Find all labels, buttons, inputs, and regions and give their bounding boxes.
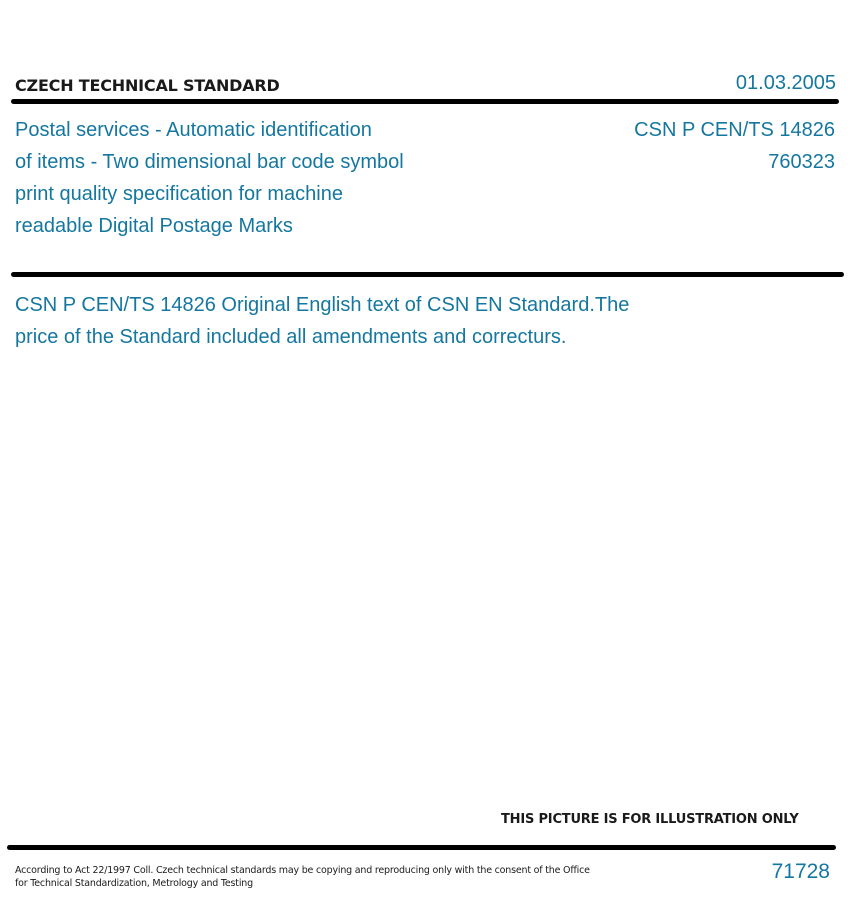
standard-title	[15, 114, 404, 242]
standard-codes	[634, 114, 835, 178]
standard-title-line: readable Digital Postage Marks	[15, 215, 293, 237]
copyright-notice-line: According to Act 22/1997 Coll. Czech technical standards may be copying and reproducing only with the consent of the Office	[15, 865, 590, 876]
document-type-heading: CZECH TECHNICAL STANDARD	[15, 76, 280, 95]
copyright-notice-line: for Technical Standardization, Metrology and Testing	[15, 878, 253, 889]
footer-divider	[7, 845, 836, 850]
section-divider	[11, 272, 844, 277]
standard-designation: CSN P CEN/TS 14826	[634, 119, 835, 141]
copyright-notice	[15, 864, 590, 890]
header-divider	[11, 99, 839, 104]
standard-description	[15, 289, 629, 353]
standard-title-line: print quality specification for machine	[15, 183, 343, 205]
standard-title-line: Postal services - Automatic identification	[15, 119, 372, 141]
classification-code: 760323	[768, 151, 835, 173]
illustration-disclaimer: THIS PICTURE IS FOR ILLUSTRATION ONLY	[501, 812, 799, 827]
catalog-number: 71728	[771, 860, 830, 883]
description-line: price of the Standard included all amendments and correcturs.	[15, 326, 567, 348]
standard-title-line: of items - Two dimensional bar code symbol	[15, 151, 404, 173]
description-line: CSN P CEN/TS 14826 Original English text of CSN EN Standard.The	[15, 294, 630, 316]
publication-date: 01.03.2005	[735, 72, 836, 94]
